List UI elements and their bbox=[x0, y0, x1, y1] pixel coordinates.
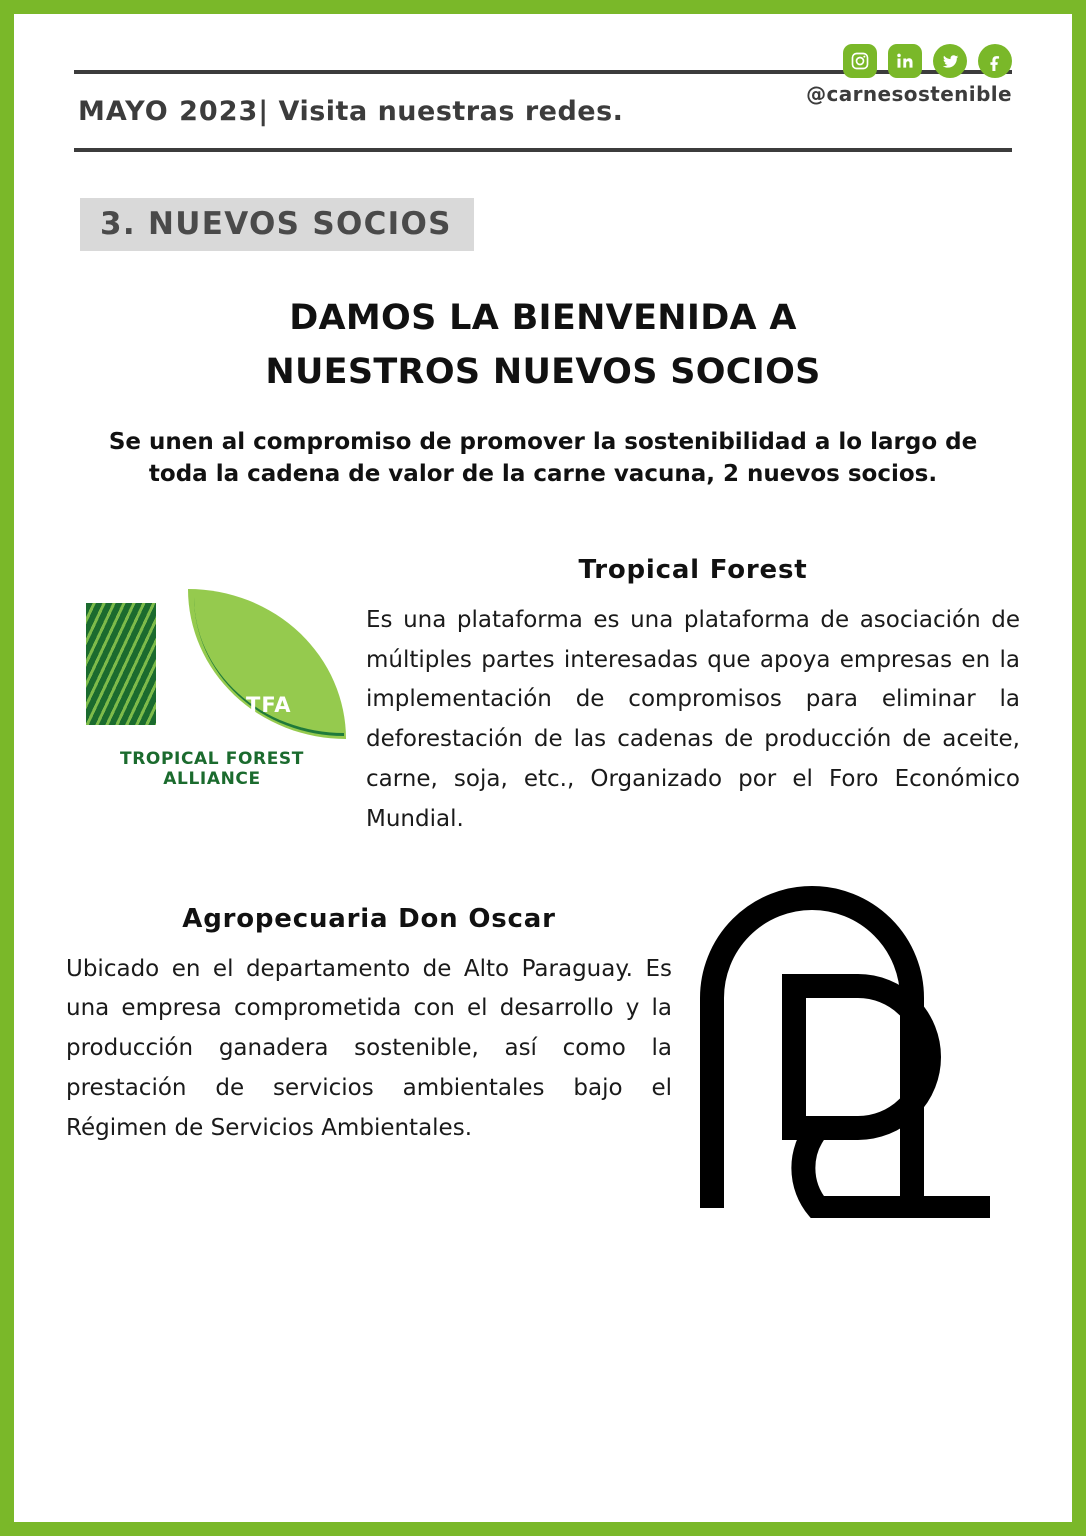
page-header bbox=[74, 70, 1012, 152]
twitter-icon[interactable] bbox=[933, 44, 967, 78]
tropical-forest-alliance-logo bbox=[76, 589, 366, 789]
partner-title: Agropecuaria Don Oscar bbox=[182, 903, 556, 934]
page-title bbox=[106, 291, 980, 400]
headline-line-2: NUESTROS NUEVOS SOCIOS bbox=[265, 352, 821, 393]
social-block bbox=[806, 44, 1012, 106]
linkedin-icon[interactable] bbox=[888, 44, 922, 78]
header-title bbox=[74, 96, 623, 127]
header-tagline: Visita nuestras redes. bbox=[278, 95, 624, 127]
tfa-leaf-mark bbox=[76, 589, 348, 739]
headline-line-1: DAMOS LA BIENVENIDA A bbox=[289, 298, 797, 338]
partner-title: Tropical Forest bbox=[578, 554, 808, 585]
partner-tropical-forest bbox=[66, 555, 1020, 840]
facebook-icon[interactable] bbox=[978, 44, 1012, 78]
striped-leaf-icon bbox=[86, 603, 156, 725]
page-subtitle: Se unen al compromiso de promover la sostenibilidad a lo largo de toda la cadena de valor de la carne vacuna, 2 nuevos socios. bbox=[108, 428, 978, 488]
social-handle: @carnesostenible bbox=[806, 82, 1012, 106]
section-heading: 3. NUEVOS SOCIOS bbox=[80, 198, 474, 251]
header-date: MAYO 2023 bbox=[78, 95, 259, 127]
header-separator: | bbox=[258, 95, 279, 127]
partner-description: Ubicado en el departamento de Alto Paraguay. Es una empresa comprometida con el desarrollo y la producción ganadera sostenible, así como la prestación de servicios ambientales bajo el Régimen de Servicios Ambientales. bbox=[66, 955, 672, 1141]
social-icons bbox=[806, 44, 1012, 78]
partner-text-block bbox=[366, 555, 1020, 840]
partner-description: Es una plataforma es una plataforma de asociación de múltiples partes interesadas que apoya empresas en la implementación de compromisos para eliminar la deforestación de las cadenas de producción de aceite, carne, soja, etc., Organizado por el Foro Económico Mundial. bbox=[366, 606, 1020, 832]
instagram-icon[interactable] bbox=[843, 44, 877, 78]
tfa-abbreviation: TFA bbox=[246, 692, 292, 717]
don-oscar-logo bbox=[690, 878, 1020, 1218]
tfa-wordmark: TROPICAL FOREST ALLIANCE bbox=[120, 748, 304, 789]
partner-text-block bbox=[66, 904, 672, 1149]
partner-don-oscar bbox=[66, 904, 1020, 1218]
